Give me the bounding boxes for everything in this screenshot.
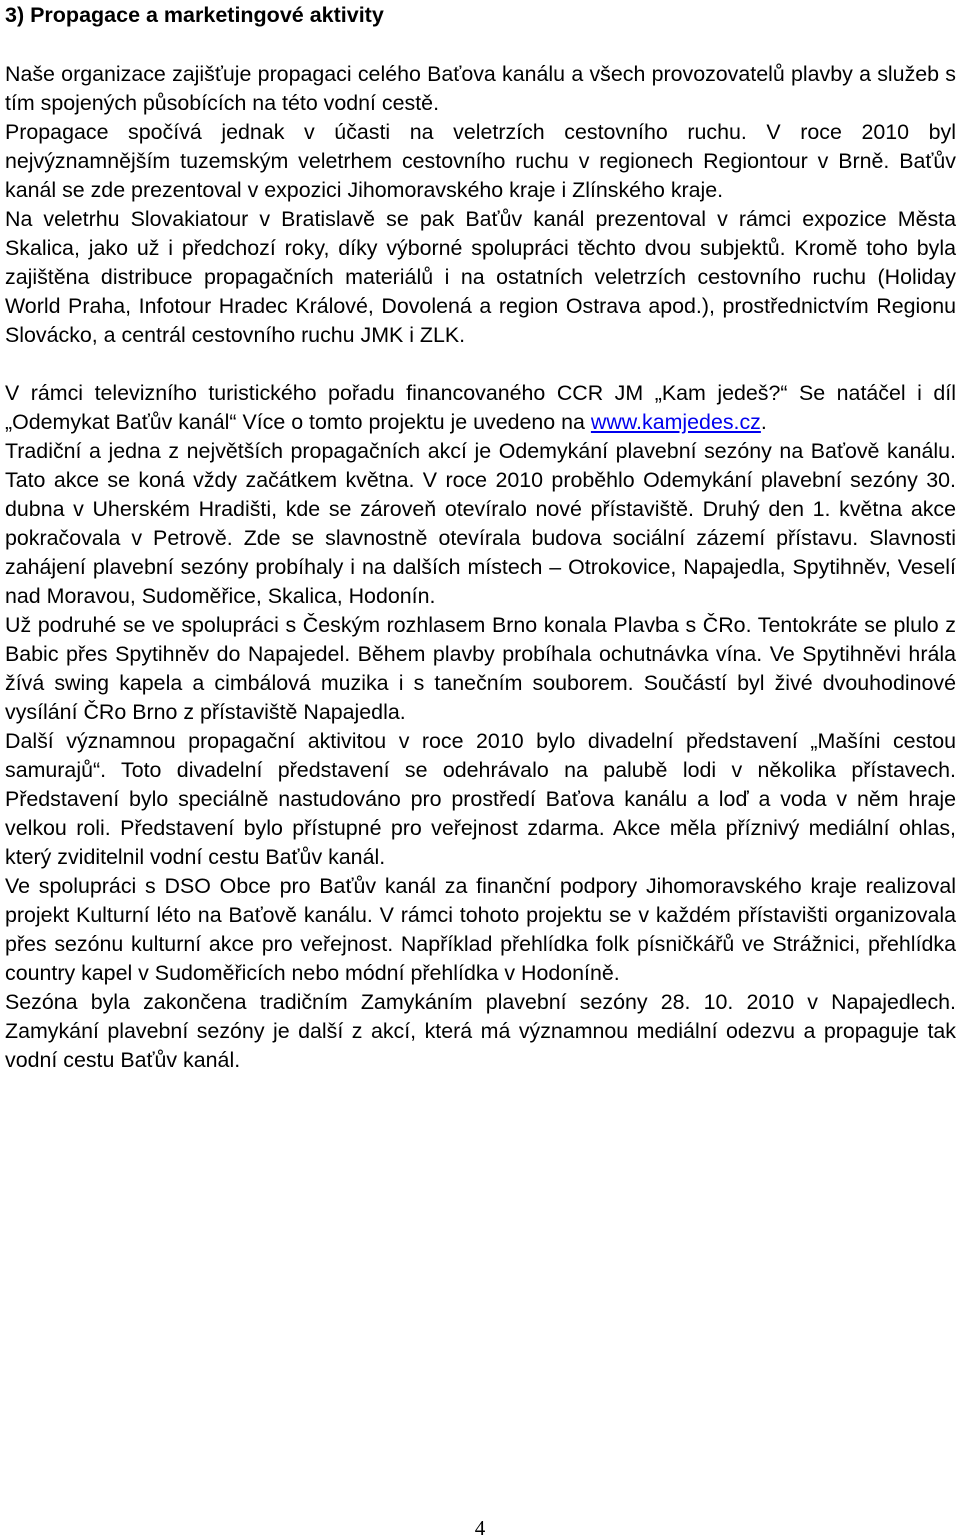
- paragraph-cultural-summer: Ve spolupráci s DSO Obce pro Baťův kanál za finanční podpory Jihomoravského kraje realizoval projekt Kulturní léto na Baťově kanálu. V rámci tohoto projektu se v každém přístavišti organizovala přes sezónu kulturní akce pro veřejnost. Například přehlídka folk písničkářů ve Strážnici, přehlídka country kapel v Sudoměřicích nebo módní přehlídka v Hodoníně.: [5, 874, 956, 985]
- paragraph-season-opening: Tradiční a jedna z největších propagačních akcí je Odemykání plavební sezóny na Baťově kanálu. Tato akce se koná vždy začátkem května. V roce 2010 proběhlo Odemykání plavební sezóny 30. dubna v Uherském Hradišti, kde se zároveň otevíralo nové přístaviště. Druhý den 1. května akce pokračovala v Petrově. Zde se slavnostně otevírala budova sociální zázemí přístavu. Slavnosti zahájení plavební sezóny probíhaly i na dalších místech – Otrokovice, Napajedla, Spytihněv, Veselí nad Moravou, Sudoměřice, Skalica, Hodonín.: [5, 439, 956, 608]
- paragraph-organization: Naše organizace zajišťuje propagaci celého Baťova kanálu a všech provozovatelů plavby a služeb s tím spojených působících na této vodní cestě.: [5, 62, 956, 115]
- paragraph-tv-show: [5, 379, 956, 437]
- tv-show-end: .: [760, 410, 767, 434]
- tv-show-text: V rámci televizního turistického pořadu financovaného CCR JM „Kam jedeš?“ Se natáčel i díl „Odemykat Baťův kanál“ Více o tomto projektu je uvedeno na: [5, 381, 956, 434]
- page-number: 4: [474, 1516, 486, 1540]
- paragraph-cro-cruise: Už podruhé se ve spolupráci s Českým rozhlasem Brno konala Plavba s ČRo. Tentokráte se plulo z Babic přes Spytihněv do Napajedel. Během plavby probíhala ochutnávka vína. Ve Spytihněvi hrála žívá swing kapela a cimbálová muzika i s tanečním souborem. Součástí byl živé dvouhodinové vysílání ČRo Brno z přístaviště Napajedla.: [5, 613, 956, 724]
- paragraph-season-closing: Sezóna byla zakončena tradičním Zamykáním plavební sezóny 28. 10. 2010 v Napajedlech. Zamykání plavební sezóny je další z akcí, která má významnou mediální odezvu a propaguje tak vodní cestu Baťův kanál.: [5, 990, 956, 1072]
- paragraph-fairs: Propagace spočívá jednak v účasti na veletrzích cestovního ruchu. V roce 2010 byl nejvýznamnějším tuzemským veletrhem cestovního ruchu v regionech Regiontour v Brně. Baťův kanál se zde prezentoval v expozici Jihomoravského kraje i Zlínského kraje.: [5, 120, 956, 202]
- paragraph-slovakiatour: Na veletrhu Slovakiatour v Bratislavě se pak Baťův kanál prezentoval v rámci expozice Města Skalica, jako už i předchozí roky, díky výborné spolupráci těchto dvou subjektů. Kromě toho byla zajištěna distribuce propagačních materiálů i na ostatních veletrzích cestovního ruchu (Holiday World Praha, Infotour Hradec Králové, Dovolená a region Ostrava apod.), prostřednictvím Regionu Slovácko, a centrál cestovního ruchu JMK i ZLK.: [5, 207, 956, 347]
- document-page: [5, 0, 956, 1075]
- section-heading: 3) Propagace a marketingové aktivity: [5, 3, 384, 27]
- kamjedes-link[interactable]: www.kamjedes.cz: [590, 410, 761, 434]
- paragraph-theatre: Další významnou propagační aktivitou v roce 2010 bylo divadelní představení „Mašíni cestou samurajů“. Toto divadelní představení se odehrávalo na palubě lodi v několika přístavech. Představení bylo speciálně nastudováno pro prostředí Baťova kanálu a loď a voda v něm hraje velkou roli. Představení bylo přístupné pro veřejnost zdarma. Akce měla příznivý mediální ohlas, který zviditelnil vodní cestu Baťův kanál.: [5, 729, 956, 869]
